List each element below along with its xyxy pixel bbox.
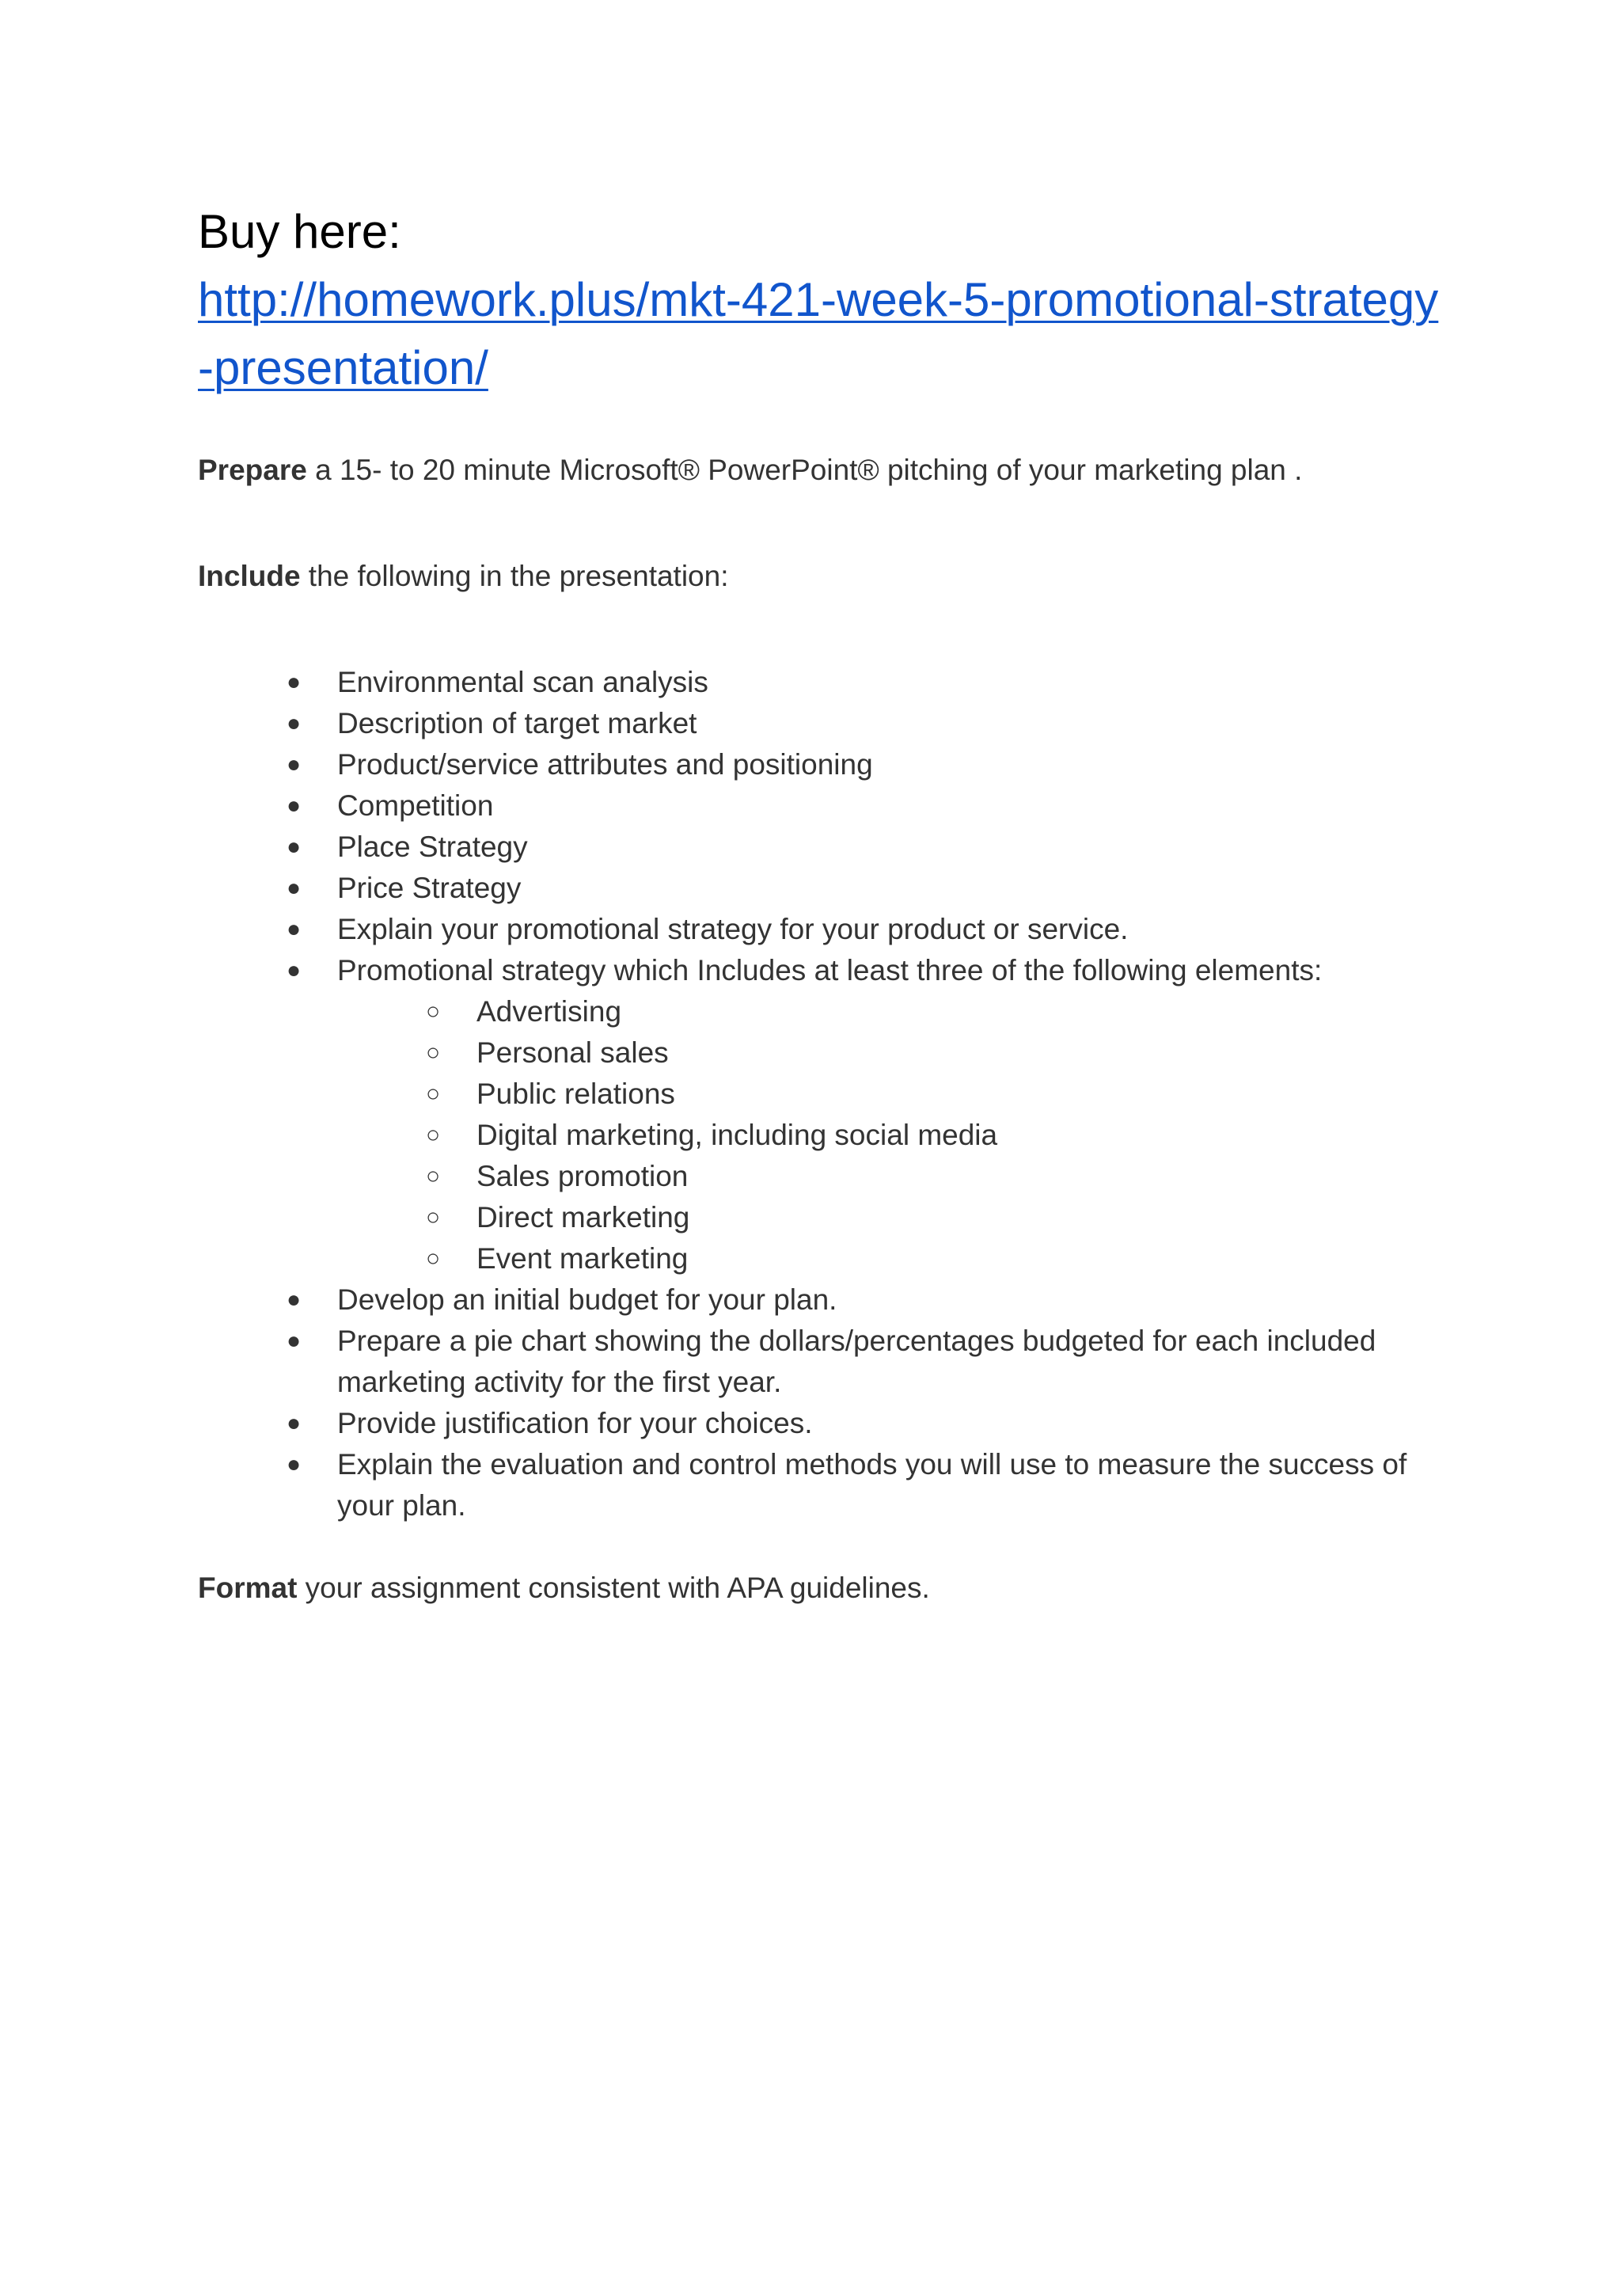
format-bold: Format (198, 1572, 298, 1604)
prepare-text: a 15- to 20 minute Microsoft® PowerPoint® pitching of your marketing plan . (306, 454, 1303, 486)
list-item: ● Description of target market (198, 703, 1448, 744)
sublist-item: ○ Personal sales (337, 1032, 1448, 1074)
list-item: ● Explain your promotional strategy for your product or service. (198, 909, 1448, 950)
list-item: ● Explain the evaluation and control methods you will use to measure the success of your plan. (198, 1444, 1448, 1526)
document-content (198, 198, 1448, 1609)
prepare-bold: Prepare (198, 454, 307, 486)
circle-bullet-icon: ○ (426, 1040, 441, 1066)
bullet-icon: ● (287, 916, 302, 942)
bullet-icon: ● (287, 875, 302, 901)
sublist-item: ○ Direct marketing (337, 1197, 1448, 1238)
bullet-icon: ● (287, 1410, 302, 1436)
circle-bullet-icon: ○ (426, 1204, 441, 1230)
circle-bullet-icon: ○ (426, 1122, 441, 1148)
list-item: ● Promotional strategy which Includes at least three of the following elements: ○ Advertising ○ Personal sales ○ Public relations ○ Digital marketing, including social media ○ Sales promotion ○ Direct marketing ○ Event marketing (198, 950, 1448, 1279)
sublist-item: ○ Sales promotion (337, 1156, 1448, 1197)
bullet-icon: ● (287, 1451, 302, 1477)
sublist-item: ○ Public relations (337, 1074, 1448, 1115)
format-text: your assignment consistent with APA guidelines. (297, 1572, 930, 1604)
sublist-item: ○ Digital marketing, including social media (337, 1115, 1448, 1156)
include-paragraph (198, 556, 1448, 597)
list-item: ● Environmental scan analysis (198, 662, 1448, 703)
bullet-icon: ● (287, 834, 302, 860)
prepare-paragraph (198, 450, 1448, 491)
buy-heading (198, 198, 1448, 402)
include-text: the following in the presentation: (300, 560, 729, 592)
bullet-icon: ● (287, 1328, 302, 1354)
bullet-icon: ● (287, 793, 302, 819)
circle-bullet-icon: ○ (426, 1163, 441, 1189)
elements-sublist (337, 991, 1448, 1279)
circle-bullet-icon: ○ (426, 1245, 441, 1272)
format-paragraph (198, 1568, 1448, 1609)
bullet-icon: ● (287, 669, 302, 695)
list-item: ● Prepare a pie chart showing the dollars/percentages budgeted for each included marketing activity for the first year. (198, 1321, 1448, 1403)
circle-bullet-icon: ○ (426, 998, 441, 1024)
buy-label: Buy here: (198, 205, 401, 258)
bullet-icon: ● (287, 751, 302, 777)
sublist-item: ○ Event marketing (337, 1238, 1448, 1279)
list-item: ● Price Strategy (198, 868, 1448, 909)
bullet-icon: ● (287, 1287, 302, 1313)
include-bold: Include (198, 560, 301, 592)
list-item: ● Develop an initial budget for your plan. (198, 1279, 1448, 1321)
requirements-list (198, 662, 1448, 1526)
list-item: ● Place Strategy (198, 827, 1448, 868)
bullet-icon: ● (287, 710, 302, 736)
list-item: ● Product/service attributes and positioning (198, 744, 1448, 785)
list-item: ● Provide justification for your choices. (198, 1403, 1448, 1444)
list-item: ● Competition (198, 785, 1448, 827)
bullet-icon: ● (287, 957, 302, 983)
sublist-item: ○ Advertising (337, 991, 1448, 1032)
circle-bullet-icon: ○ (426, 1081, 441, 1107)
product-link[interactable]: http://homework.plus/mkt-421-week-5-promotional-strategy-presentation/ (198, 273, 1439, 394)
